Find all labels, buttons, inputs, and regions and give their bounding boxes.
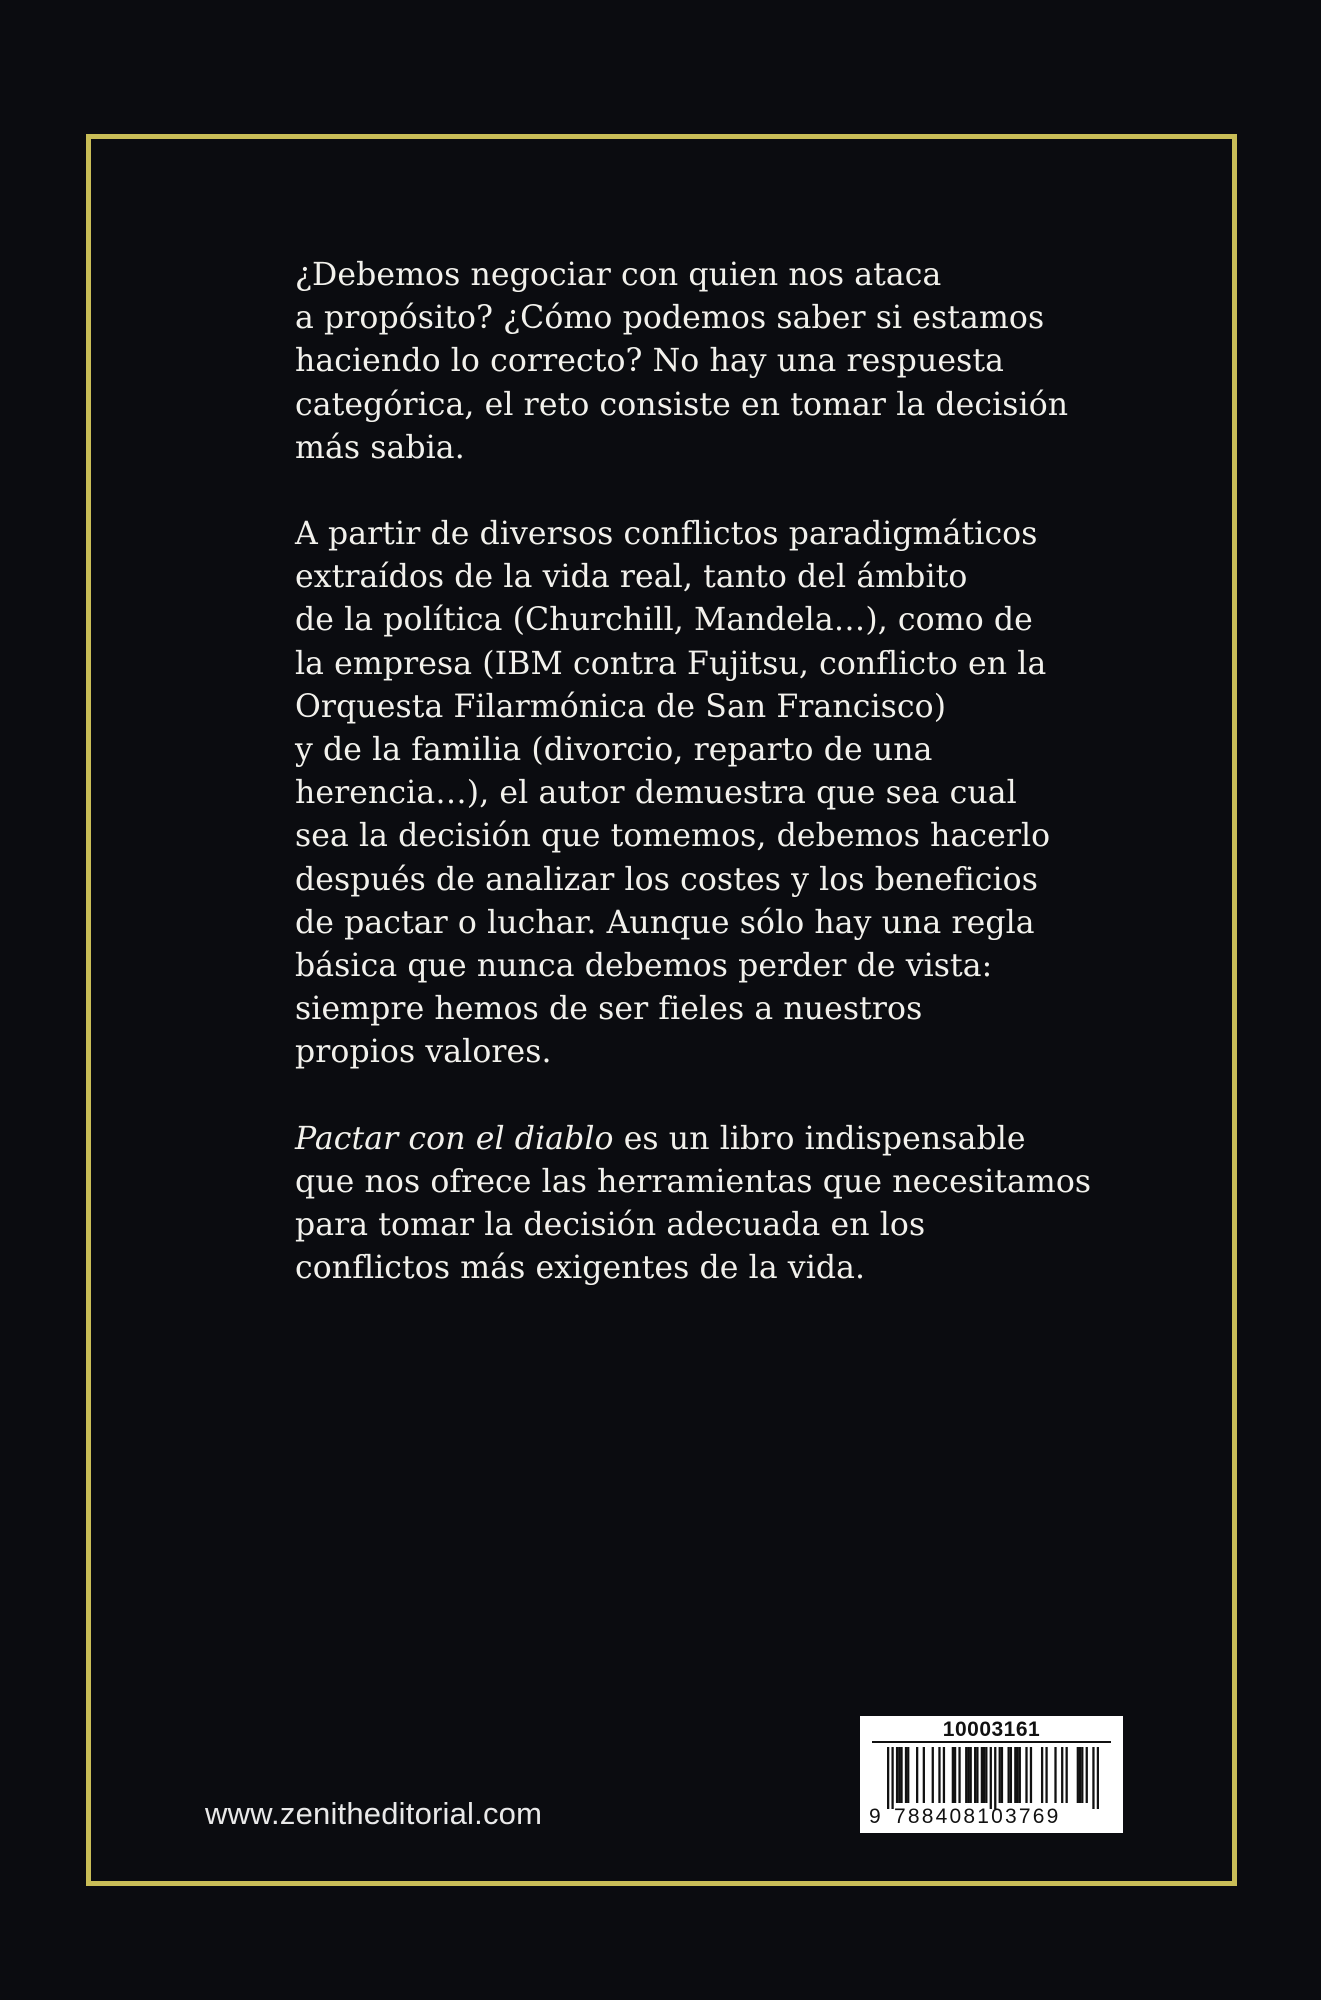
- blurb-paragraph-3: [295, 1118, 1095, 1291]
- barcode-bar: [923, 1747, 925, 1803]
- blurb-line: la empresa (IBM contra Fujitsu, conflicto en la: [295, 645, 1047, 682]
- barcode-bar: [976, 1747, 978, 1803]
- blurb-line: después de analizar los costes y los beneficios: [295, 861, 1039, 898]
- barcode-bar: [891, 1747, 893, 1809]
- barcode-bar: [1001, 1747, 1003, 1803]
- blurb-line-rest: es un libro indispensable: [613, 1120, 1026, 1157]
- barcode-bar: [965, 1747, 967, 1803]
- barcode-bar: [1077, 1747, 1079, 1803]
- barcode-bar: [938, 1747, 940, 1803]
- isbn-digits: 788408103769: [894, 1805, 1061, 1828]
- blurb-line: a propósito? ¿Cómo podemos saber si estamos: [295, 300, 1045, 337]
- barcode-bars: [887, 1747, 1099, 1809]
- barcode-bar: [954, 1747, 956, 1803]
- barcode-bar: [1030, 1747, 1032, 1803]
- blurb-line: haciendo lo correcto? No hay una respuesta: [295, 343, 1004, 380]
- blurb-line: herencia…), el autor demuestra que sea cual: [295, 775, 1017, 812]
- barcode-bar: [1008, 1747, 1010, 1803]
- barcode-bar: [943, 1747, 945, 1803]
- barcode-bar: [999, 1747, 1001, 1803]
- barcode-bar: [958, 1747, 960, 1803]
- blurb-line: [295, 1118, 1095, 1161]
- barcode-bar: [1061, 1747, 1063, 1803]
- blurb-line: extraídos de la vida real, tanto del ámbito: [295, 559, 968, 596]
- blurb-line: A partir de diversos conflictos paradigmáticos: [295, 516, 1038, 553]
- barcode-bar: [898, 1747, 900, 1803]
- blurb-line: Orquesta Filarmónica de San Francisco): [295, 688, 947, 725]
- barcode-bar: [983, 1747, 985, 1803]
- blurb-line: sea la decisión que tomemos, debemos hacerlo: [295, 818, 1051, 855]
- barcode-bar: [1086, 1747, 1088, 1803]
- book-title-italic: Pactar con el diablo: [295, 1120, 614, 1157]
- barcode-bar: [1010, 1747, 1012, 1803]
- barcode-bar: [916, 1747, 918, 1803]
- barcode-bar: [974, 1747, 976, 1803]
- blurb-line: básica que nunca debemos perder de vista:: [295, 948, 993, 985]
- publisher-website: www.zenitheditorial.com: [205, 1796, 543, 1831]
- barcode-bar: [1066, 1747, 1068, 1803]
- barcode-code-number: 10003161: [942, 1718, 1041, 1741]
- barcode-bar: [1081, 1747, 1083, 1803]
- blurb-line: más sabia.: [295, 429, 465, 466]
- isbn-barcode: [860, 1716, 1123, 1833]
- barcode-bar: [1025, 1747, 1027, 1803]
- barcode-bar: [1079, 1747, 1081, 1803]
- barcode-bar: [1054, 1747, 1056, 1803]
- blurb-line: de la política (Churchill, Mandela…), como de: [295, 602, 1033, 639]
- barcode-bar: [994, 1747, 996, 1809]
- blurb-paragraph-1: [295, 254, 1095, 470]
- barcode-bar: [967, 1747, 969, 1803]
- barcode-bar: [932, 1747, 934, 1803]
- barcode-bar: [1092, 1747, 1094, 1809]
- barcode-bar: [1014, 1747, 1016, 1803]
- blurb-line: que nos ofrece las herramientas que necesitamos: [295, 1163, 1092, 1200]
- blurb-line: conflictos más exigentes de la vida.: [295, 1250, 866, 1287]
- barcode-bar: [887, 1747, 889, 1809]
- barcode-bar: [970, 1747, 972, 1803]
- blurb-line: ¿Debemos negociar con quien nos ataca: [295, 257, 942, 293]
- blurb-text: [295, 254, 1095, 1290]
- barcode-bar: [985, 1747, 987, 1803]
- barcode-rule: [872, 1741, 1111, 1743]
- blurb-line: de pactar o luchar. Aunque sólo hay una regla: [295, 904, 1035, 941]
- blurb-line: y de la familia (divorcio, reparto de una: [295, 732, 933, 769]
- barcode-bar: [1019, 1747, 1021, 1803]
- barcode-bar: [981, 1747, 983, 1803]
- blurb-line: propios valores.: [295, 1034, 552, 1071]
- blurb-line: siempre hemos de ser fieles a nuestros: [295, 991, 923, 1028]
- blurb-paragraph-2: [295, 513, 1095, 1075]
- barcode-bar: [1016, 1747, 1018, 1803]
- blurb-line: para tomar la decisión adecuada en los: [295, 1207, 926, 1244]
- barcode-bar: [990, 1747, 992, 1809]
- isbn-first-digit: 9: [869, 1805, 881, 1828]
- blurb-line: categórica, el reto consiste en tomar la decisión: [295, 386, 1069, 423]
- barcode-bar: [907, 1747, 909, 1803]
- barcode-bar: [1097, 1747, 1099, 1809]
- barcode-bar: [952, 1747, 954, 1803]
- barcode-bar: [905, 1747, 907, 1803]
- barcode-bar: [1045, 1747, 1047, 1803]
- barcode-bar: [896, 1747, 898, 1803]
- barcode-bar: [1041, 1747, 1043, 1803]
- barcode-bar: [900, 1747, 902, 1803]
